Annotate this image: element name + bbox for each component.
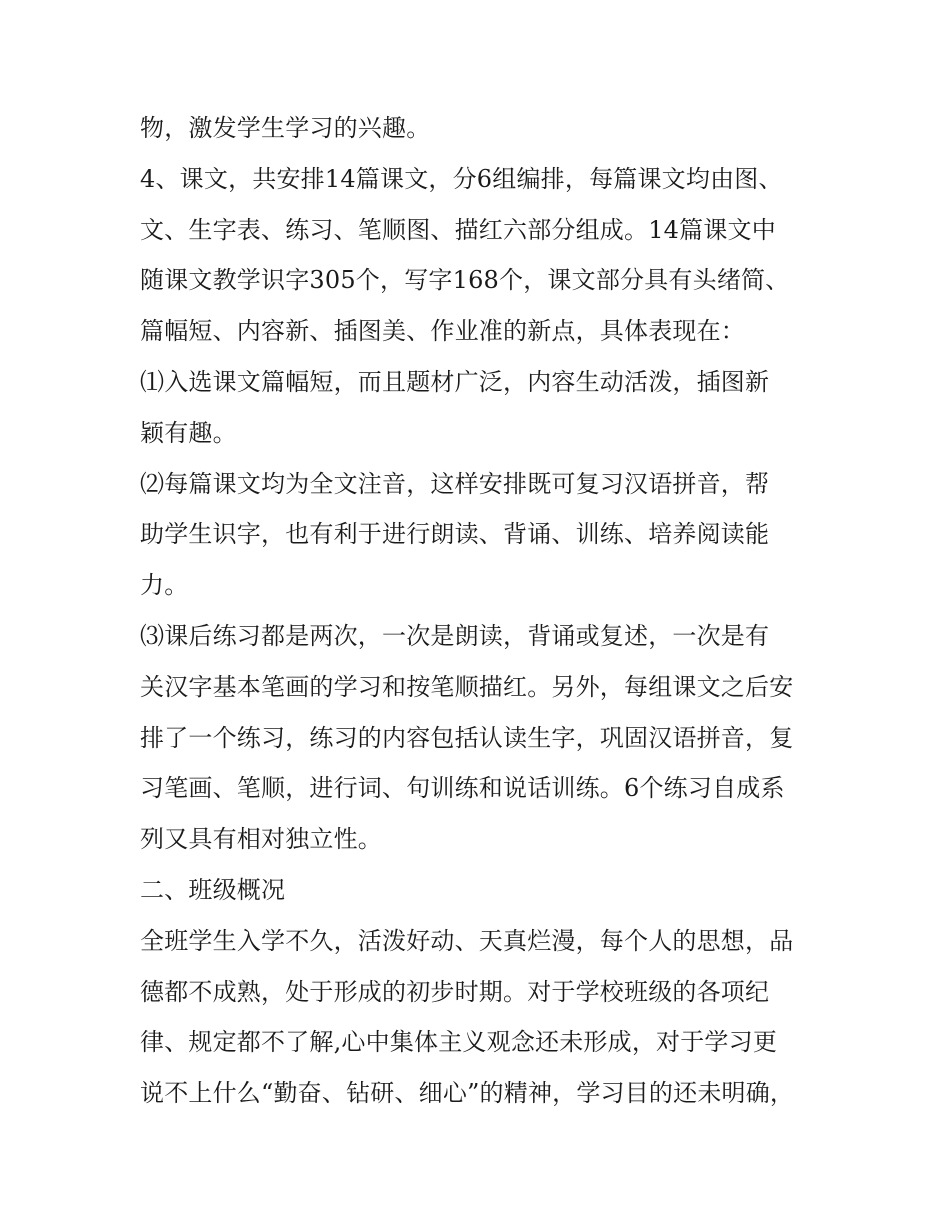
text-line: 颖有趣。 [140, 418, 237, 447]
text-line: 篇幅短、内容新、插图美、作业准的新点，具体表现在： [140, 317, 745, 346]
text-line: 二、班级概况 [140, 876, 286, 904]
text-line: ⑶课后练习都是两次，一次是朗读，背诵或复述，一次是有 [140, 622, 770, 650]
text-line: 列又具有相对独立性。 [140, 825, 382, 854]
text-line: 助学生识字，也有利于进行朗读、背诵、训练、培养阅读能 [140, 520, 770, 549]
text-line: ⑴入选课文篇幅短，而且题材广泛，内容生动活泼，插图新 [140, 368, 770, 396]
text-line: 排了一个练习，练习的内容包括认读生字，巩固汉语拼音，复 [140, 723, 794, 752]
text-line: 文、生字表、练习、笔顺图、描红六部分组成。14篇课文中 [140, 215, 776, 244]
text-line: ⑵每篇课文均为全文注音，这样安排既可复习汉语拼音，帮 [140, 469, 770, 498]
text-line: 律、规定都不了解,心中集体主义观念还未形成，对于学习更 [140, 1028, 778, 1057]
text-line: 物，激发学生学习的兴趣。 [140, 114, 431, 142]
text-line: 习笔画、笔顺，进行词、句训练和说话训练。6个练习自成系 [140, 774, 785, 803]
text-line: 德都不成熟，处于形成的初步时期。对于学校班级的各项纪 [140, 977, 770, 1006]
text-line: 力。 [140, 571, 189, 600]
text-line: 说不上什么“勤奋、钻研、细心”的精神，学习目的还未明确， [140, 1079, 795, 1108]
text-line: 4、课文，共安排14篇课文，分6组编排，每篇课文均由图、 [140, 164, 783, 193]
text-line: 关汉字基本笔画的学习和按笔顺描红。另外，每组课文之后安 [140, 672, 794, 701]
text-line: 随课文教学识字305个，写字168个，课文部分具有头绪简、 [140, 266, 790, 295]
text-line: 全班学生入学不久，活泼好动、天真烂漫，每个人的思想，品 [140, 926, 794, 955]
